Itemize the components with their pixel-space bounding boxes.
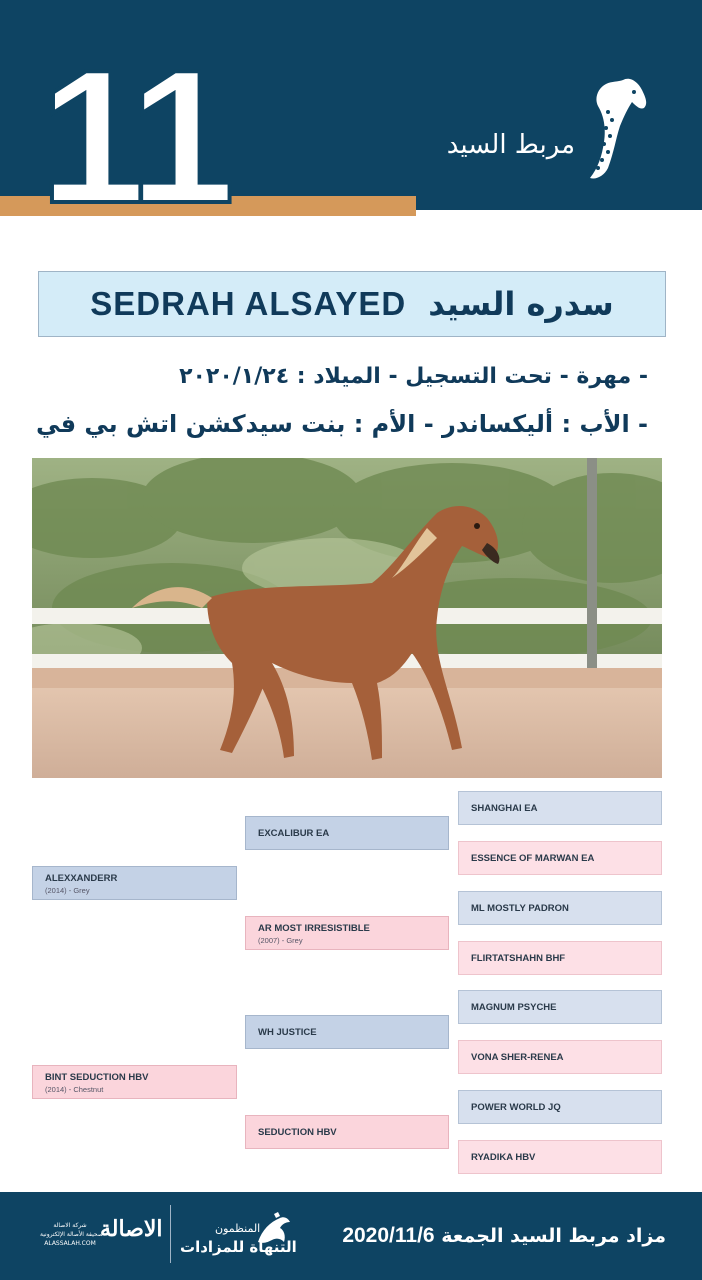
- lot-number: 11: [40, 31, 229, 243]
- footer-divider: [170, 1205, 171, 1263]
- organizer-label: المنظمون: [215, 1222, 261, 1235]
- horse-parents-line: - الأب : أليكساندر - الأم : بنت سيدكشن اتش بي في: [36, 410, 648, 438]
- pedigree-sire-detail: (2014) - Grey: [45, 886, 90, 895]
- pedigree-g3-2: [458, 841, 662, 875]
- pedigree-g3-4: [458, 941, 662, 975]
- horse-name-banner: [38, 271, 666, 337]
- pedigree-dam-dam: [245, 1115, 449, 1149]
- horse-name-english: SEDRAH ALSAYED: [90, 285, 407, 322]
- pedigree-sire-dam-detail: (2007) - Grey: [258, 936, 303, 945]
- pedigree-sire-sire-name: EXCALIBUR EA: [258, 828, 330, 839]
- pedigree-g3-2-name: ESSENCE OF MARWAN EA: [471, 853, 595, 864]
- pedigree-dam-sire: [245, 1015, 449, 1049]
- pedigree-sire-dam: [245, 916, 449, 950]
- pedigree-g3-5: [458, 990, 662, 1024]
- pedigree-dam-name: BINT SEDUCTION HBV: [45, 1072, 149, 1083]
- auction-title: مزاد مربط السيد الجمعة: [441, 1225, 666, 1247]
- horse-name-arabic: سدره السيد: [428, 285, 614, 323]
- partner-logo: الاصالة: [100, 1216, 163, 1242]
- stud-name: مربط السيد: [446, 130, 575, 160]
- pedigree-g3-8-name: RYADIKA HBV: [471, 1152, 536, 1163]
- horse-details-line: - مهرة - تحت التسجيل - الميلاد : ٢٠٢٠/١/٢٤: [179, 364, 648, 389]
- pedigree-sire: [32, 866, 237, 900]
- partner-line-3: ALASSALAH.COM: [44, 1240, 96, 1247]
- pedigree-g3-3-name: ML MOSTLY PADRON: [471, 903, 569, 914]
- pedigree-g3-6-name: VONA SHER-RENEA: [471, 1052, 564, 1063]
- pedigree-sire-dam-name: AR MOST IRRESISTIBLE: [258, 923, 370, 934]
- pedigree-sire-sire: [245, 816, 449, 850]
- pedigree-g3-7: [458, 1090, 662, 1124]
- pedigree-g3-6: [458, 1040, 662, 1074]
- pedigree-g3-1: [458, 791, 662, 825]
- pedigree-g3-7-name: POWER WORLD JQ: [471, 1102, 561, 1113]
- pedigree-dam-dam-name: SEDUCTION HBV: [258, 1127, 337, 1138]
- auction-announcement: [342, 1224, 666, 1248]
- pedigree-dam-sire-name: WH JUSTICE: [258, 1027, 317, 1038]
- pedigree-g3-4-name: FLIRTATSHAHN BHF: [471, 953, 566, 964]
- pedigree-g3-8: [458, 1140, 662, 1174]
- horse-photo: [32, 458, 662, 778]
- pedigree-g3-3: [458, 891, 662, 925]
- pedigree-g3-1-name: SHANGHAI EA: [471, 803, 538, 814]
- pedigree-g3-5-name: MAGNUM PSYCHE: [471, 1002, 557, 1013]
- organizer-name: التنهاة للمزادات: [180, 1238, 297, 1256]
- pedigree-dam: [32, 1065, 237, 1099]
- partner-line-2: صحيفة الأصالة الإلكترونية: [40, 1231, 103, 1238]
- arabian-horse-head-logo: [568, 72, 650, 184]
- partner-line-1: شركة الاصالة: [53, 1222, 87, 1229]
- auction-date: 2020/11/6: [342, 1224, 435, 1247]
- pedigree-sire-name: ALEXXANDERR: [45, 873, 118, 884]
- pedigree-dam-detail: (2014) - Chestnut: [45, 1085, 104, 1094]
